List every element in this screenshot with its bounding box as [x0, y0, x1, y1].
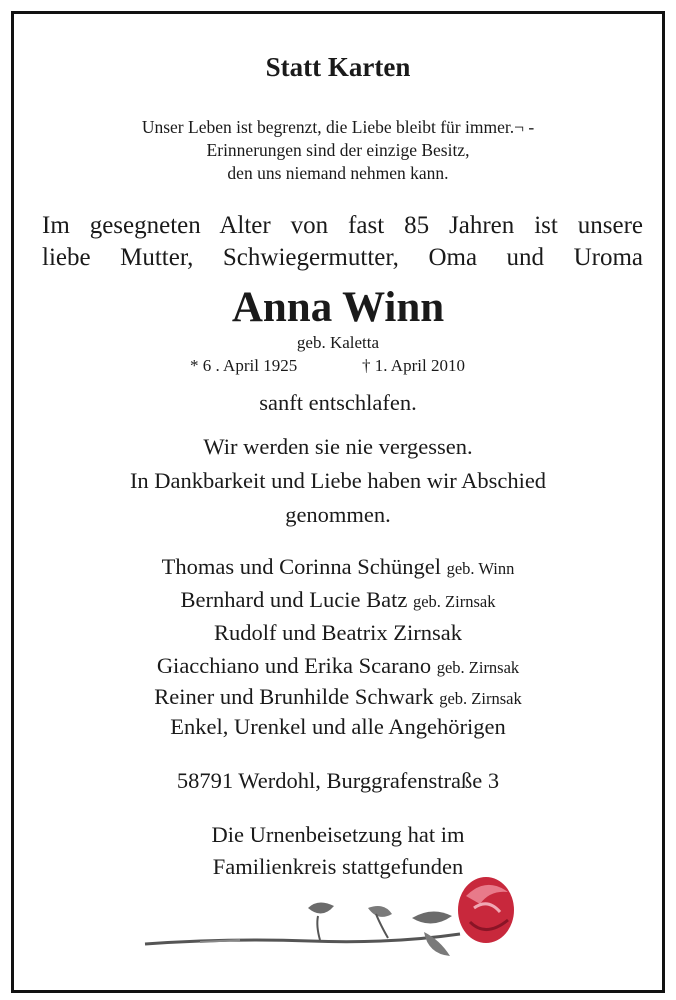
- burial-line-1: Die Urnenbeisetzung hat im: [211, 822, 465, 847]
- intro-line-2: liebe Mutter, Schwiegermutter, Oma und Uroma: [42, 244, 643, 271]
- remembrance-line-3: genommen.: [285, 502, 391, 527]
- intro-line-1: Im gesegneten Alter von fast 85 Jahren ist unsere: [42, 212, 643, 239]
- mourner-line: Rudolf und Beatrix Zirnsak: [213, 620, 463, 645]
- remembrance-line-1: Wir werden sie nie vergessen.: [203, 434, 473, 459]
- mourner-line: Enkel, Urenkel und alle Angehörigen: [170, 714, 506, 739]
- verse-line-1: Unser Leben ist begrenzt, die Liebe bleibt für immer.¬ -: [141, 117, 535, 137]
- notice-heading: Statt Karten: [265, 52, 411, 82]
- mourner-line: Bernhard und Lucie Batz geb. Zirnsak: [180, 587, 496, 612]
- deceased-name: Anna Winn: [231, 284, 445, 331]
- mourner-line: Reiner und Brunhilde Schwark geb. Zirnsak: [154, 684, 522, 709]
- mourner-line: Giacchiano und Erika Scarano geb. Zirnsak: [156, 653, 520, 678]
- address: 58791 Werdohl, Burggrafenstraße 3: [176, 768, 500, 793]
- remembrance-line-2: In Dankbarkeit und Liebe haben wir Abschied: [129, 468, 547, 493]
- verse-line-2: Erinnerungen sind der einzige Besitz,: [206, 140, 470, 160]
- verse-line-3: den uns niemand nehmen kann.: [227, 163, 449, 183]
- birth-name: geb. Kaletta: [296, 333, 380, 352]
- mourner-line: Thomas und Corinna Schüngel geb. Winn: [161, 554, 515, 579]
- burial-line-2: Familienkreis stattgefunden: [212, 854, 464, 879]
- passed-text: sanft entschlafen.: [259, 390, 417, 415]
- birth-date: * 6 . April 1925: [190, 356, 298, 375]
- death-date: † 1. April 2010: [362, 356, 465, 375]
- rose-icon: [140, 868, 530, 968]
